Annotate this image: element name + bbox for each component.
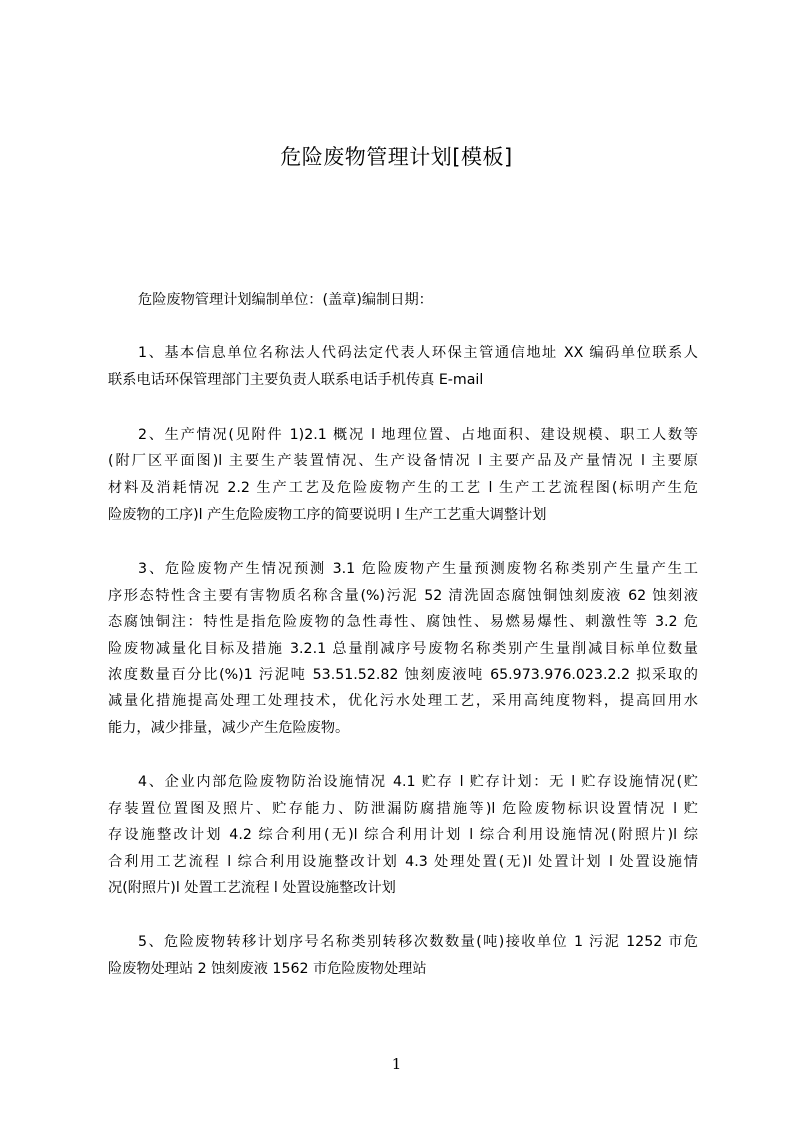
section-3-line-1: 3、危险废物产生情况预测 3.1 危险废物产生量预测废物名称类别产生量产生工 [138, 561, 698, 577]
section-1-line-2: 联系电话环保管理部门主要负责人联系电话手机传真 E-mail [108, 372, 484, 388]
section-3-line-7: 能力，减少排量，减少产生危险废物。 [108, 720, 350, 736]
section-2-line-3: 材料及消耗情况 2.2 生产工艺及危险废物产生的工艺 l 生产工艺流程图(标明产生危 [108, 480, 698, 496]
section-3-line-2: 序形态特性含主要有害物质名称含量(%)污泥 52 清洗固态腐蚀铜蚀刻废液 62 蚀刻液 [108, 588, 698, 604]
section-1-line-1: 1、基本信息单位名称法人代码法定代表人环保主管通信地址 XX 编码单位联系人 [138, 345, 698, 361]
section-4-line-1: 4、企业内部危险废物防治设施情况 4.1 贮存 l 贮存计划：无 l 贮存设施情况(贮 [138, 774, 698, 790]
section-4-line-3: 存设施整改计划 4.2 综合利用(无)l 综合利用计划 l 综合利用设施情况(附照片)l 综 [108, 827, 698, 843]
document-title: 危险废物管理计划[模板] [280, 145, 513, 169]
intro-line: 危险废物管理计划编制单位：(盖章)编制日期： [138, 292, 433, 308]
section-3-line-4: 险废物减量化目标及措施 3.2.1 总量削减序号废物名称类别产生量削减目标单位数量 [108, 641, 698, 657]
section-2-line-1: 2、生产情况(见附件 1)2.1 概况 l 地理位置、占地面积、建设规模、职工人数等 [138, 427, 698, 443]
section-5-line-2: 险废物处理站 2 蚀刻废液 1562 市危险废物处理站 [108, 961, 427, 977]
section-4-line-2: 存装置位置图及照片、贮存能力、防泄漏防腐措施等)l 危险废物标识设置情况 l 贮 [108, 801, 698, 817]
section-4-line-5: 况(附照片)l 处置工艺流程 l 处置设施整改计划 [108, 880, 396, 896]
section-4-line-4: 合利用工艺流程 l 综合利用设施整改计划 4.3 处理处置(无)l 处置计划 l 处置设施情 [108, 854, 698, 870]
section-2-line-4: 险废物的工序)l 产生危险废物工序的简要说明 l 生产工艺重大调整计划 [108, 507, 547, 523]
section-3-line-5: 浓度数量百分比(%)1 污泥吨 53.51.52.82 蚀刻废液吨 65.973.976.023.2.2 拟采取的 [108, 667, 698, 683]
section-2-line-2: (附厂区平面图)l 主要生产装置情况、生产设备情况 l 主要产品及产量情况 l 主要原 [108, 453, 698, 469]
section-5-line-1: 5、危险废物转移计划序号名称类别转移次数数量(吨)接收单位 1 污泥 1252 市危 [138, 934, 698, 950]
page-number: 1 [391, 1055, 402, 1073]
section-3-line-3: 态腐蚀铜注：特性是指危险废物的急性毒性、腐蚀性、易燃易爆性、刺激性等 3.2 危 [108, 614, 698, 630]
section-3-line-6: 减量化措施提高处理工处理技术，优化污水处理工艺，采用高纯度物料，提高回用水 [108, 693, 698, 709]
